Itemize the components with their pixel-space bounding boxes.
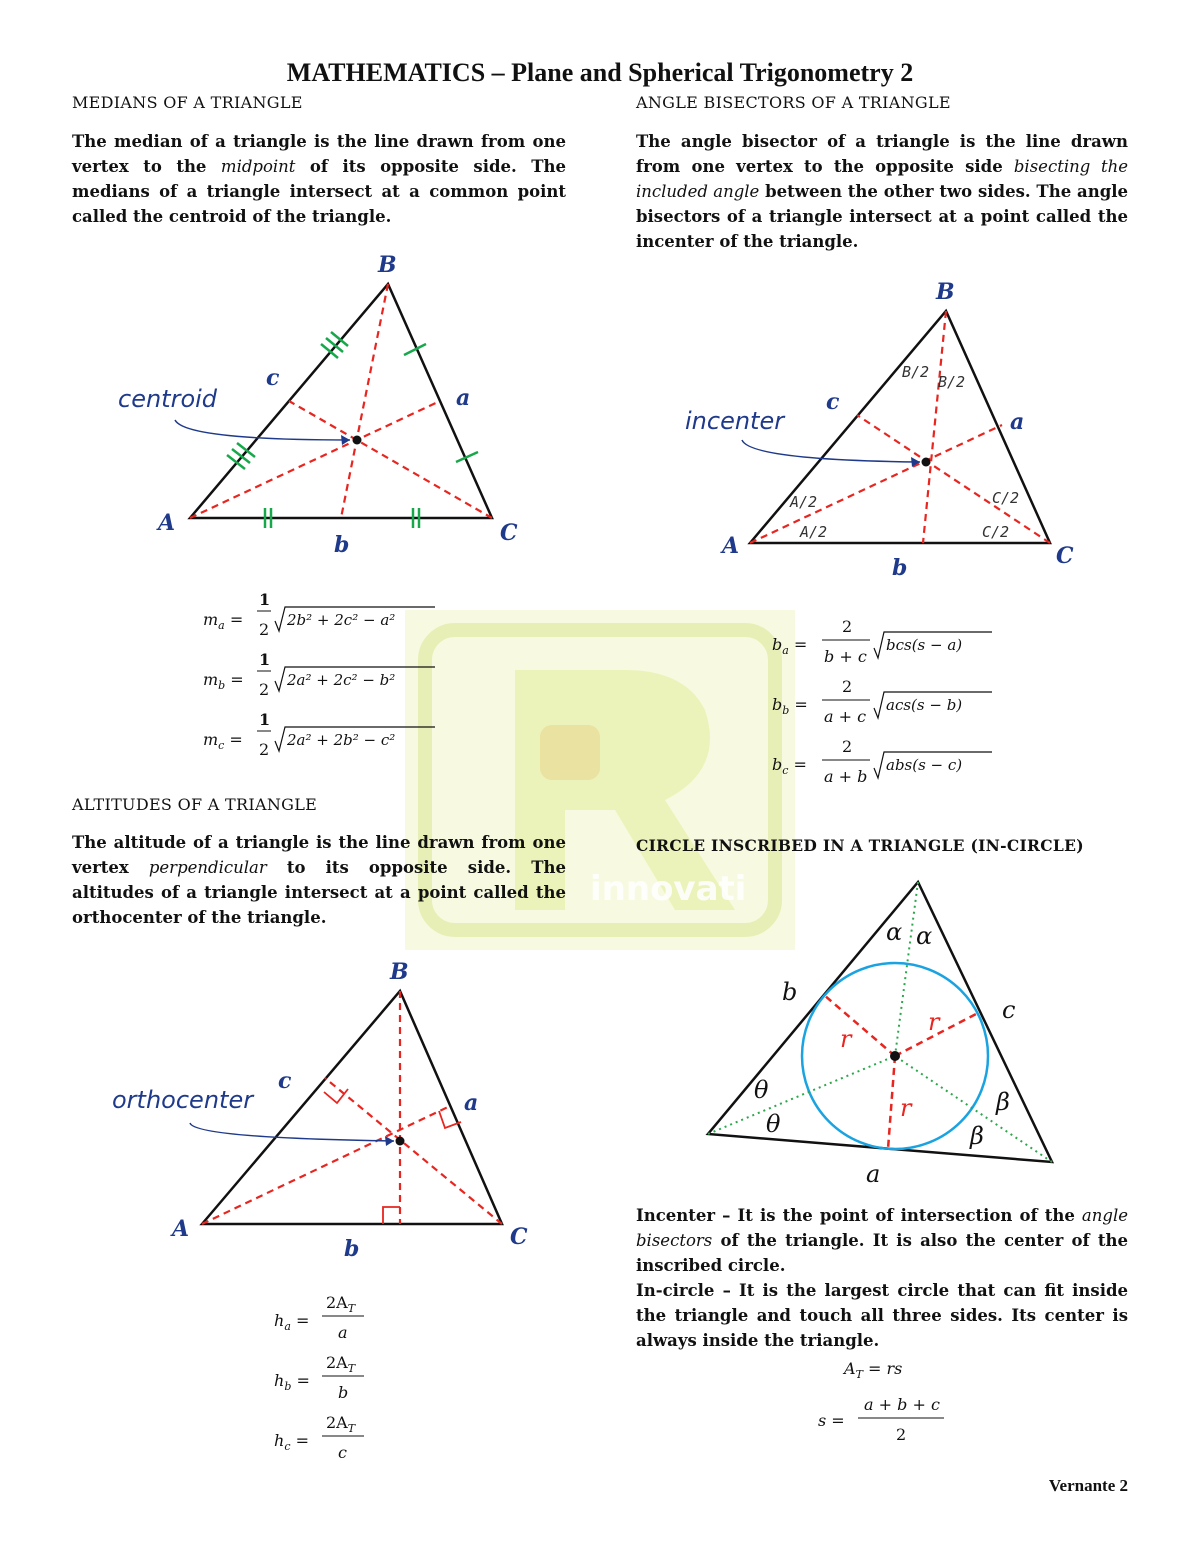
svg-text:2: 2 <box>259 680 270 699</box>
bisector-formulas <box>770 612 1020 797</box>
watermark-text: innovati <box>590 869 747 909</box>
bisector-lines <box>708 882 1052 1162</box>
vertex-label-c: C <box>500 520 518 546</box>
formula-bc <box>772 737 992 786</box>
svg-text:bc =: $b_c$ = <box>772 755 807 777</box>
orthocenter-label: orthocenter <box>112 1086 254 1114</box>
svg-text:1: 1 <box>259 590 271 609</box>
formula-mc <box>203 710 435 759</box>
svg-text:ha =: $h_a$ = <box>274 1311 310 1333</box>
page-title: MATHEMATICS – Plane and Spherical Trigonometry 2 <box>286 58 914 87</box>
svg-text:1: 1 <box>259 710 271 729</box>
orthocenter-point <box>396 1137 405 1146</box>
vertex-label-c: C <box>510 1224 528 1250</box>
svg-text:b: b <box>338 1383 349 1402</box>
median-lines <box>190 284 492 518</box>
svg-text:mb =: $m_b$ = <box>203 670 244 692</box>
svg-text:2: 2 <box>842 677 853 696</box>
side-label-b: b <box>334 532 350 558</box>
formula-ha <box>274 1293 364 1342</box>
vertex-label-b: B <box>936 279 955 305</box>
triangle <box>708 882 1052 1162</box>
vertex-label-a: A <box>172 1216 190 1242</box>
svg-text:2: 2 <box>896 1425 907 1444</box>
bisectors-paragraph: The angle bisector of a triangle is the line drawn from one vertex to the opposite side bisecting the included angle between the other two sides. The angle bisectors of a triangle intersect at a point called the incenter of the triangle. <box>636 132 1128 251</box>
svg-text:2a² + 2b² − c²: 2a² + 2b² − c² <box>287 731 396 749</box>
angle-label-alpha-right: α <box>916 922 933 950</box>
medians-paragraph: The median of a triangle is the line drawn from one vertex to the midpoint of its opposite side. The medians of a triangle intersect at a common point called the centroid of the triangle. <box>72 132 566 226</box>
svg-text:2: 2 <box>259 620 270 639</box>
angle-label-a2-lower: A/2 <box>800 523 828 541</box>
svg-text:abs(s − c): abs(s − c) <box>886 756 963 774</box>
vertex-label-b: B <box>378 252 397 278</box>
incenter-definition: Incenter – It is the point of intersection of the angle bisectors of the triangle. It is also the center of the inscribed circle. <box>636 1206 1128 1275</box>
callout-arrow <box>175 420 350 440</box>
centroid-label: centroid <box>118 385 218 413</box>
vertex-label-b: B <box>390 959 409 985</box>
side-label-a: a <box>456 385 471 411</box>
vertex-label-c: C <box>1056 543 1074 569</box>
formula-area: $A_T$ = rs <box>844 1359 903 1381</box>
svg-text:2a² + 2c² − b²: 2a² + 2c² − b² <box>287 671 396 689</box>
side-label-a: a <box>464 1090 479 1116</box>
median-formulas <box>195 585 455 770</box>
side-label-b: b <box>782 978 798 1006</box>
svg-text:b + c: b + c <box>824 647 867 666</box>
formula-ma <box>203 590 435 639</box>
incircle-diagram <box>690 870 1090 1190</box>
formula-bb <box>772 677 992 726</box>
svg-text:2b² + 2c² − a²: 2b² + 2c² − a² <box>287 611 396 629</box>
svg-text:2AT: $2A_T$ <box>326 1293 356 1315</box>
incircle-definition: In-circle – It is the largest circle that can fit inside the triangle and touch all three sides. Its center is always inside the triangle. <box>636 1281 1128 1350</box>
formula-semiperimeter <box>818 1395 944 1444</box>
formula-hb <box>274 1353 364 1402</box>
centroid-point <box>353 436 362 445</box>
angle-label-theta-lower: θ <box>766 1110 781 1138</box>
angle-label-c2-upper: C/2 <box>992 489 1020 507</box>
radius-label-bottom: r <box>900 1094 912 1122</box>
side-label-c: c <box>826 389 840 415</box>
side-label-b: b <box>344 1236 360 1262</box>
svg-text:a + b + c: a + b + c <box>864 1395 940 1414</box>
radius-label-right: r <box>928 1008 940 1036</box>
svg-text:bcs(s − a): bcs(s − a) <box>886 636 963 654</box>
svg-text:2AT: $2A_T$ <box>326 1413 356 1435</box>
svg-text:mc =: $m_c$ = <box>203 730 243 752</box>
svg-text:c: c <box>338 1443 347 1462</box>
callout-arrow <box>190 1123 394 1141</box>
svg-text:2AT: $2A_T$ <box>326 1353 356 1375</box>
angle-label-alpha-left: α <box>886 918 903 946</box>
altitudes-diagram <box>100 958 560 1262</box>
bisectors-diagram <box>680 275 1100 585</box>
angle-label-beta-lower: β <box>970 1122 984 1150</box>
svg-text:ma =: $m_a$ = <box>203 610 244 632</box>
angle-label-c2-lower: C/2 <box>982 523 1010 541</box>
side-label-c: c <box>1002 996 1016 1024</box>
side-label-a: a <box>866 1160 881 1188</box>
triangle <box>190 284 492 518</box>
formula-mb <box>203 650 435 699</box>
incenter-point <box>890 1051 900 1061</box>
formula-ba <box>772 617 992 666</box>
svg-text:2: 2 <box>842 737 853 756</box>
angle-label-beta-upper: β <box>996 1088 1010 1116</box>
altitudes-paragraph: The altitude of a triangle is the line drawn from one vertex perpendicular to its opposite side. The altitudes of a triangle intersect at a point called the orthocenter of the triangle. <box>72 833 566 927</box>
svg-text:a + b: a + b <box>824 767 868 786</box>
angle-label-b2-right: B/2 <box>938 373 966 391</box>
svg-text:hb =: $h_b$ = <box>274 1371 310 1393</box>
svg-text:a: a <box>338 1323 348 1342</box>
angle-label-a2-upper: A/2 <box>790 493 818 511</box>
angle-label-theta-upper: θ <box>754 1076 769 1104</box>
vertex-label-a: A <box>722 533 740 559</box>
vertex-label-a: A <box>158 510 176 536</box>
medians-diagram <box>100 250 560 570</box>
svg-text:2: 2 <box>259 740 270 759</box>
svg-text:1: 1 <box>259 650 271 669</box>
altitude-formulas <box>270 1288 400 1473</box>
medians-heading: MEDIANS OF A TRIANGLE <box>72 93 303 112</box>
svg-text:acs(s − b): acs(s − b) <box>886 696 963 714</box>
radius-label-left: r <box>840 1025 852 1053</box>
svg-text:hc =: $h_c$ = <box>274 1431 309 1453</box>
side-label-a: a <box>1010 409 1025 435</box>
side-label-b: b <box>892 555 908 581</box>
incircle-definitions <box>636 1203 1128 1353</box>
incenter-label: incenter <box>685 407 785 435</box>
angle-label-b2-left: B/2 <box>902 363 930 381</box>
callout-arrow <box>742 440 920 462</box>
page-footer: Vernante 2 <box>1048 1476 1128 1495</box>
side-label-c: c <box>278 1068 292 1094</box>
bisectors-heading: ANGLE BISECTORS OF A TRIANGLE <box>636 93 951 112</box>
altitudes-heading: ALTITUDES OF A TRIANGLE <box>72 795 318 814</box>
incircle-formulas <box>810 1352 970 1452</box>
svg-text:s =: s = <box>818 1411 845 1430</box>
svg-text:a + c: a + c <box>824 707 867 726</box>
formula-hc <box>274 1413 364 1462</box>
svg-text:ba =: $b_a$ = <box>772 635 808 657</box>
svg-text:2: 2 <box>842 617 853 636</box>
side-label-c: c <box>266 365 280 391</box>
incircle-heading: CIRCLE INSCRIBED IN A TRIANGLE (IN-CIRCLE) <box>636 836 1084 855</box>
incenter-point <box>922 458 931 467</box>
svg-text:bb =: $b_b$ = <box>772 695 808 717</box>
